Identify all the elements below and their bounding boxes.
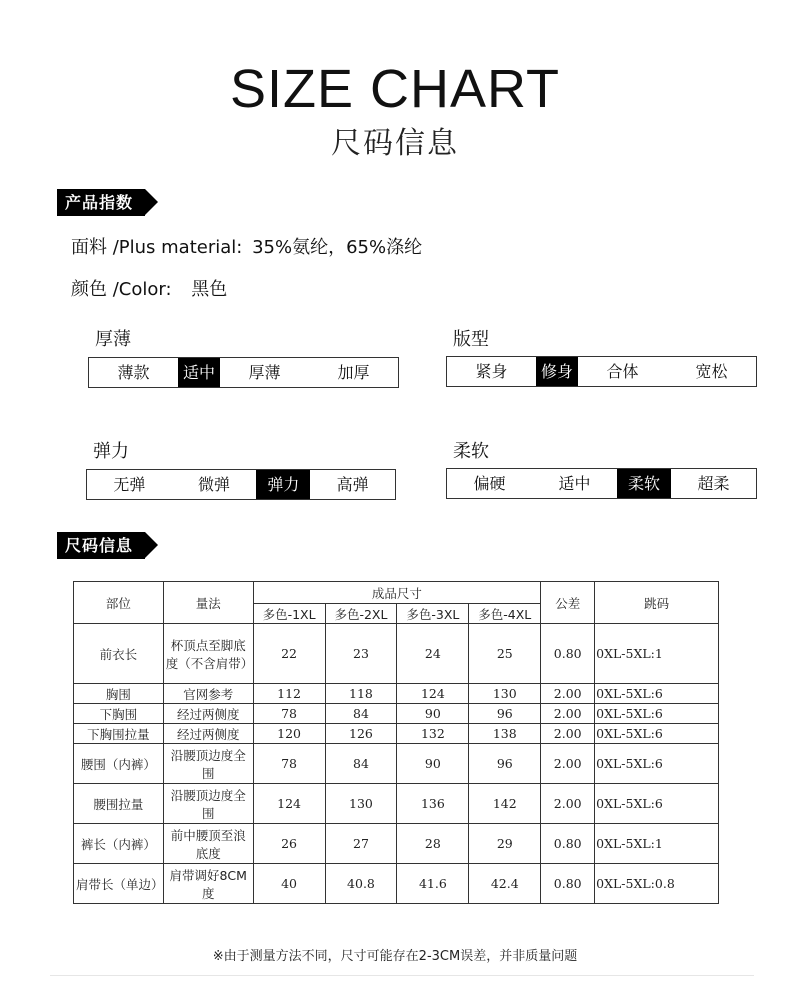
cell-value: 25 xyxy=(469,624,541,684)
cell-jump: 0XL-5XL:6 xyxy=(595,724,719,744)
footnote: ※由于测量方法不同，尺寸可能存在2-3CM误差，并非质量问题 xyxy=(212,949,578,964)
header-size: 多色-1XL xyxy=(253,604,325,624)
cell-part: 肩带长（单边） xyxy=(74,864,164,904)
cell-tolerance: 0.80 xyxy=(541,824,595,864)
table-row xyxy=(74,684,719,704)
cell-tolerance: 2.00 xyxy=(541,684,595,704)
header-size: 多色-2XL xyxy=(325,604,397,624)
cell-value: 78 xyxy=(253,704,325,724)
cell-value: 90 xyxy=(397,744,469,784)
cell-value: 42.4 xyxy=(469,864,541,904)
softness-option: 偏硬 xyxy=(473,474,506,493)
cell-value: 120 xyxy=(253,724,325,744)
color-label: 颜色 /Color: xyxy=(71,279,172,300)
cell-value: 124 xyxy=(253,784,325,824)
cell-method: 经过两侧度 xyxy=(163,704,253,724)
cell-part: 裤长（内裤） xyxy=(74,824,164,864)
table-row xyxy=(74,744,719,784)
header-finished-size: 成品尺寸 xyxy=(253,582,541,604)
table-row xyxy=(74,624,719,684)
page-subtitle: 尺码信息 xyxy=(331,126,459,161)
cell-value: 27 xyxy=(325,824,397,864)
cell-tolerance: 0.80 xyxy=(541,624,595,684)
cell-part: 腰围拉量 xyxy=(74,784,164,824)
table-row xyxy=(74,724,719,744)
cell-value: 96 xyxy=(469,744,541,784)
cell-value: 41.6 xyxy=(397,864,469,904)
cell-tolerance: 0.80 xyxy=(541,864,595,904)
cell-value: 90 xyxy=(397,704,469,724)
table-row xyxy=(74,704,719,724)
table-row xyxy=(74,824,719,864)
fabric-label: 面料 /Plus material: xyxy=(71,237,243,258)
cell-value: 78 xyxy=(253,744,325,784)
thickness-scale xyxy=(88,357,399,388)
cell-method: 肩带调好8CM度 xyxy=(163,864,253,904)
header-size: 多色-3XL xyxy=(397,604,469,624)
cell-part: 下胸围拉量 xyxy=(74,724,164,744)
cell-value: 112 xyxy=(253,684,325,704)
fit-option-selected: 修身 xyxy=(536,357,578,386)
softness-option: 超柔 xyxy=(697,474,730,493)
cell-tolerance: 2.00 xyxy=(541,784,595,824)
fit-scale xyxy=(446,356,757,387)
fit-option: 紧身 xyxy=(475,362,508,381)
cell-value: 84 xyxy=(325,744,397,784)
cell-value: 138 xyxy=(469,724,541,744)
cell-jump: 0XL-5XL:1 xyxy=(595,824,719,864)
cell-value: 28 xyxy=(397,824,469,864)
cell-value: 40.8 xyxy=(325,864,397,904)
elasticity-option-selected: 弹力 xyxy=(256,470,310,499)
thickness-title: 厚薄 xyxy=(95,329,131,350)
cell-value: 130 xyxy=(325,784,397,824)
cell-tolerance: 2.00 xyxy=(541,704,595,724)
thickness-option: 加厚 xyxy=(337,363,370,382)
header-jump: 跳码 xyxy=(595,582,719,624)
cell-jump: 0XL-5XL:0.8 xyxy=(595,864,719,904)
cell-method: 沿腰顶边度全围 xyxy=(163,784,253,824)
thickness-option: 薄款 xyxy=(117,363,150,382)
cell-jump: 0XL-5XL:6 xyxy=(595,744,719,784)
cell-value: 84 xyxy=(325,704,397,724)
header-tolerance: 公差 xyxy=(541,582,595,624)
header-size: 多色-4XL xyxy=(469,604,541,624)
size-table xyxy=(73,581,719,904)
cell-part: 腰围（内裤） xyxy=(74,744,164,784)
color-value: 黑色 xyxy=(191,279,228,300)
header-method: 量法 xyxy=(163,582,253,624)
cell-value: 40 xyxy=(253,864,325,904)
cell-method: 前中腰顶至浪底度 xyxy=(163,824,253,864)
header-part: 部位 xyxy=(74,582,164,624)
cell-value: 96 xyxy=(469,704,541,724)
thickness-option: 厚薄 xyxy=(248,363,281,382)
cell-part: 前衣长 xyxy=(74,624,164,684)
table-row xyxy=(74,784,719,824)
cell-value: 132 xyxy=(397,724,469,744)
cell-part: 胸围 xyxy=(74,684,164,704)
cell-part: 下胸围 xyxy=(74,704,164,724)
fabric-line xyxy=(71,233,422,259)
thickness-option-selected: 适中 xyxy=(178,358,220,387)
color-line xyxy=(71,275,227,301)
cell-value: 126 xyxy=(325,724,397,744)
footer-divider xyxy=(50,975,754,976)
cell-value: 22 xyxy=(253,624,325,684)
softness-scale xyxy=(446,468,757,499)
cell-method: 官网参考 xyxy=(163,684,253,704)
cell-jump: 0XL-5XL:6 xyxy=(595,704,719,724)
elasticity-option: 微弹 xyxy=(198,475,231,494)
fit-option: 宽松 xyxy=(695,362,728,381)
section-tag-size: 尺码信息 xyxy=(57,532,145,559)
cell-value: 29 xyxy=(469,824,541,864)
softness-title: 柔软 xyxy=(453,441,489,462)
cell-value: 130 xyxy=(469,684,541,704)
fabric-value: 35%氨纶，65%涤纶 xyxy=(252,237,423,258)
cell-jump: 0XL-5XL:6 xyxy=(595,784,719,824)
cell-jump: 0XL-5XL:6 xyxy=(595,684,719,704)
cell-value: 26 xyxy=(253,824,325,864)
page-title: SIZE CHART xyxy=(229,59,561,119)
cell-jump: 0XL-5XL:1 xyxy=(595,624,719,684)
fit-option: 合体 xyxy=(606,362,639,381)
elasticity-scale xyxy=(86,469,396,500)
cell-value: 118 xyxy=(325,684,397,704)
cell-value: 142 xyxy=(469,784,541,824)
cell-method: 杯顶点至脚底度（不含肩带） xyxy=(163,624,253,684)
softness-option: 适中 xyxy=(558,474,591,493)
elasticity-option: 无弹 xyxy=(113,475,146,494)
cell-value: 23 xyxy=(325,624,397,684)
cell-tolerance: 2.00 xyxy=(541,724,595,744)
elasticity-title: 弹力 xyxy=(93,441,129,462)
cell-value: 24 xyxy=(397,624,469,684)
cell-method: 经过两侧度 xyxy=(163,724,253,744)
softness-option-selected: 柔软 xyxy=(617,469,671,498)
cell-method: 沿腰顶边度全围 xyxy=(163,744,253,784)
table-row xyxy=(74,864,719,904)
cell-tolerance: 2.00 xyxy=(541,744,595,784)
section-tag-product: 产品指数 xyxy=(57,189,145,216)
cell-value: 136 xyxy=(397,784,469,824)
cell-value: 124 xyxy=(397,684,469,704)
fit-title: 版型 xyxy=(453,329,489,350)
elasticity-option: 高弹 xyxy=(336,475,369,494)
